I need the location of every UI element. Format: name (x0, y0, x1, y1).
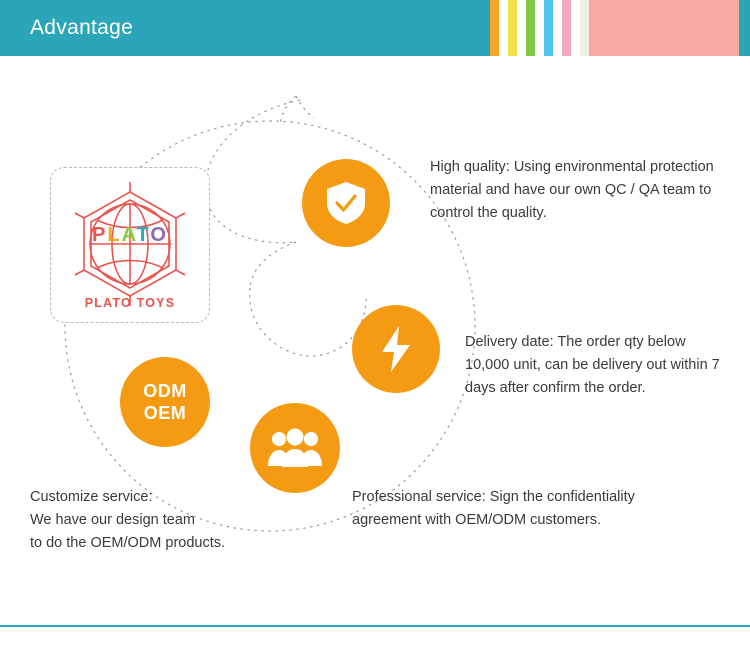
customize-note-line-1: Customize service: (30, 489, 153, 505)
stripe-1 (490, 0, 499, 56)
quality-badge (302, 159, 390, 247)
delivery-note-line-3: days after confirm the order. (465, 379, 646, 396)
quality-note (430, 156, 750, 225)
swirl-segment-3 (250, 242, 296, 288)
stripe-8 (553, 0, 562, 56)
stripe-9 (562, 0, 571, 56)
logo-subtitle: PLATO TOYS (84, 296, 176, 310)
swirl-segment-4 (250, 288, 306, 356)
stripe-3 (508, 0, 517, 56)
odm-label: ODM (143, 380, 187, 401)
stripe-5 (526, 0, 535, 56)
stripe-11 (580, 0, 589, 56)
professional-note-line-1: Professional service: Sign the confidentiality (352, 489, 635, 505)
arrow-head-upper (296, 96, 314, 118)
stripe-12 (589, 0, 739, 56)
oem-label: OEM (143, 403, 187, 423)
quality-note-line-3: control the quality. (430, 204, 547, 221)
professional-note (352, 486, 682, 532)
stripe-7 (544, 0, 553, 56)
stripe-10 (571, 0, 580, 56)
quality-note-line-1: High quality: Using environmental protection (430, 159, 714, 175)
logo-wordmark (51, 224, 209, 247)
professional-note-line-2: agreement with OEM/ODM customers. (352, 511, 601, 528)
stripe-2 (499, 0, 508, 56)
customize-note-line-2: We have our design team (30, 511, 195, 528)
logo-letter-4: T (136, 224, 151, 246)
shield-check-icon (324, 180, 368, 226)
arrow-head-lower (280, 96, 296, 124)
logo-artwork (51, 168, 209, 322)
quality-note-line-2: material and have our own QC / QA team to (430, 181, 712, 198)
footer-divider (0, 625, 750, 627)
delivery-badge (352, 305, 440, 393)
page-header (0, 0, 750, 56)
swirl-segment-1 (205, 100, 300, 196)
stripe-4 (517, 0, 526, 56)
customize-badge (120, 357, 210, 447)
delivery-note (465, 331, 750, 400)
logo-letter-2: L (107, 224, 122, 246)
people-group-icon (268, 428, 322, 468)
logo-letter-5: O (150, 224, 168, 246)
stripe-6 (535, 0, 544, 56)
customize-note (30, 486, 330, 555)
logo-letter-1: P (92, 224, 108, 246)
page-title: Advantage (30, 16, 134, 39)
swirl-segment-2 (206, 196, 296, 243)
professional-badge (250, 403, 340, 493)
brand-logo-box (50, 167, 210, 323)
logo-letter-3: A (121, 224, 137, 246)
delivery-note-line-1: Delivery date: The order qty below (465, 334, 686, 350)
header-stripe-decoration (490, 0, 750, 56)
customize-note-line-3: to do the OEM/ODM products. (30, 534, 226, 551)
advantage-diagram (0, 56, 750, 616)
delivery-note-line-2: 10,000 unit, can be delivery out within 7 (465, 356, 720, 373)
lightning-bolt-icon (379, 325, 413, 373)
